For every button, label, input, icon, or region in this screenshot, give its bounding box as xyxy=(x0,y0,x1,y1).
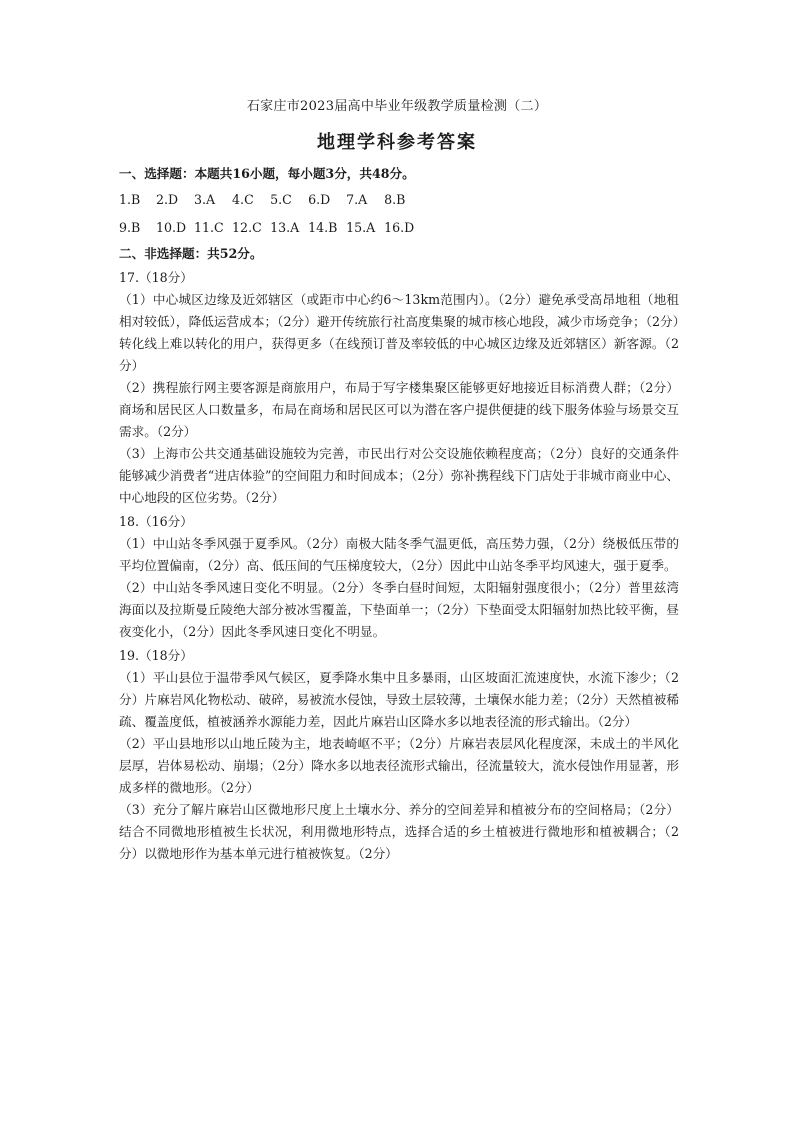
answer-item: 8.B xyxy=(384,192,406,207)
answer-item: 3.A xyxy=(194,192,216,207)
answers-row-2 xyxy=(119,214,679,242)
answer-item: 4.C xyxy=(232,192,254,207)
answer-paragraph: （2）中山站冬季风速日变化不明显。（2分）冬季白昼时间短，太阳辐射强度很小；（2分）普里兹湾海面以及拉斯曼丘陵绝大部分被冰雪覆盖，下垫面单一；（2分）下垫面受太阳辐射加热比较平衡，昼夜变化小，（2分）因此冬季风速日变化不明显。 xyxy=(119,580,679,639)
answer-item: 12.C xyxy=(232,220,262,235)
answer-item: 2.D xyxy=(156,192,179,207)
answer-item: 16.D xyxy=(384,220,415,235)
answer-paragraph: （1）中山站冬季风强于夏季风。（2分）南极大陆冬季气温更低，高压势力强，（2分）绕极低压带的平均位置偏南，（2分）高、低压间的气压梯度较大，（2分）因此中山站冬季平均风速大，强于夏季。 xyxy=(119,536,679,573)
answer-content xyxy=(119,162,679,867)
answer-item: 6.D xyxy=(308,192,331,207)
answer-item: 5.C xyxy=(270,192,292,207)
answers-row-1 xyxy=(119,186,679,214)
answer-item: 13.A xyxy=(270,220,300,235)
answer-paragraph: （2）平山县地形以山地丘陵为主，地表崎岖不平；（2分）片麻岩表层风化程度深，未成土的半风化层厚，岩体易松动、崩塌；（2分）降水多以地表径流形式输出，径流量较大，流水侵蚀作用显著，形成多样的微地形。（2分） xyxy=(119,736,679,795)
question-19 xyxy=(119,645,679,865)
question-heading: 18.（16分） xyxy=(119,514,193,529)
answer-item: 14.B xyxy=(308,220,338,235)
answer-item: 11.C xyxy=(194,220,224,235)
question-17 xyxy=(119,267,679,509)
answer-paragraph: （3）充分了解片麻岩山区微地形尺度上土壤水分、养分的空间差异和植被分布的空间格局；（2分）结合不同微地形植被生长状况，利用微地形特点，选择合适的乡土植被进行微地形和植被耦合；（2分）以微地形作为基本单元进行植被恢复。（2分） xyxy=(119,802,679,861)
answer-item: 15.A xyxy=(346,220,376,235)
question-heading: 17.（18分） xyxy=(119,270,193,285)
answer-item: 7.A xyxy=(346,192,368,207)
document-title: 地理学科参考答案 xyxy=(317,132,477,153)
question-heading: 19.（18分） xyxy=(119,648,193,663)
section-heading-choice: 一、选择题：本题共16小题，每小题3分，共48分。 xyxy=(119,166,415,181)
answer-paragraph: （1）中心城区边缘及近郊辖区（或距市中心约6～13km范围内）。（2分）避免承受高昂地租（地租相对较低），降低运营成本；（2分）避开传统旅行社高度集聚的城市核心地段，减少市场竞争；（2分）转化线上难以转化的用户，获得更多（在线预订普及率较低的中心城区边缘及近郊辖区）新客源。（2分） xyxy=(119,292,679,373)
section-heading-free-response: 二、非选择题：共52分。 xyxy=(119,246,263,261)
answer-paragraph: （1）平山县位于温带季风气候区，夏季降水集中且多暴雨，山区坡面汇流速度快，水流下渗少；（2分）片麻岩风化物松动、破碎，易被流水侵蚀，导致土层较薄，土壤保水能力差；（2分）天然植被稀疏、覆盖度低，植被涵养水源能力差，因此片麻岩山区降水多以地表径流的形式输出。（2分） xyxy=(119,670,679,729)
exam-title: 石家庄市2023届高中毕业年级教学质量检测（二） xyxy=(246,99,548,114)
answer-item: 10.D xyxy=(156,220,187,235)
answer-paragraph: （3）上海市公共交通基础设施较为完善，市民出行对公交设施依赖程度高；（2分）良好的交通条件能够减少消费者“进店体验”的空间阻力和时间成本；（2分）弥补携程线下门店处于非城市商业中心、中心地段的区位劣势。（2分） xyxy=(119,446,679,505)
answer-item: 1.B xyxy=(119,192,141,207)
answer-paragraph: （2）携程旅行网主要客源是商旅用户，布局于写字楼集聚区能够更好地接近目标消费人群；（2分）商场和居民区人口数量多，布局在商场和居民区可以为潜在客户提供便捷的线下服务体验与场景交互需求。（2分） xyxy=(119,380,679,439)
question-18 xyxy=(119,511,679,643)
answer-item: 9.B xyxy=(119,220,141,235)
